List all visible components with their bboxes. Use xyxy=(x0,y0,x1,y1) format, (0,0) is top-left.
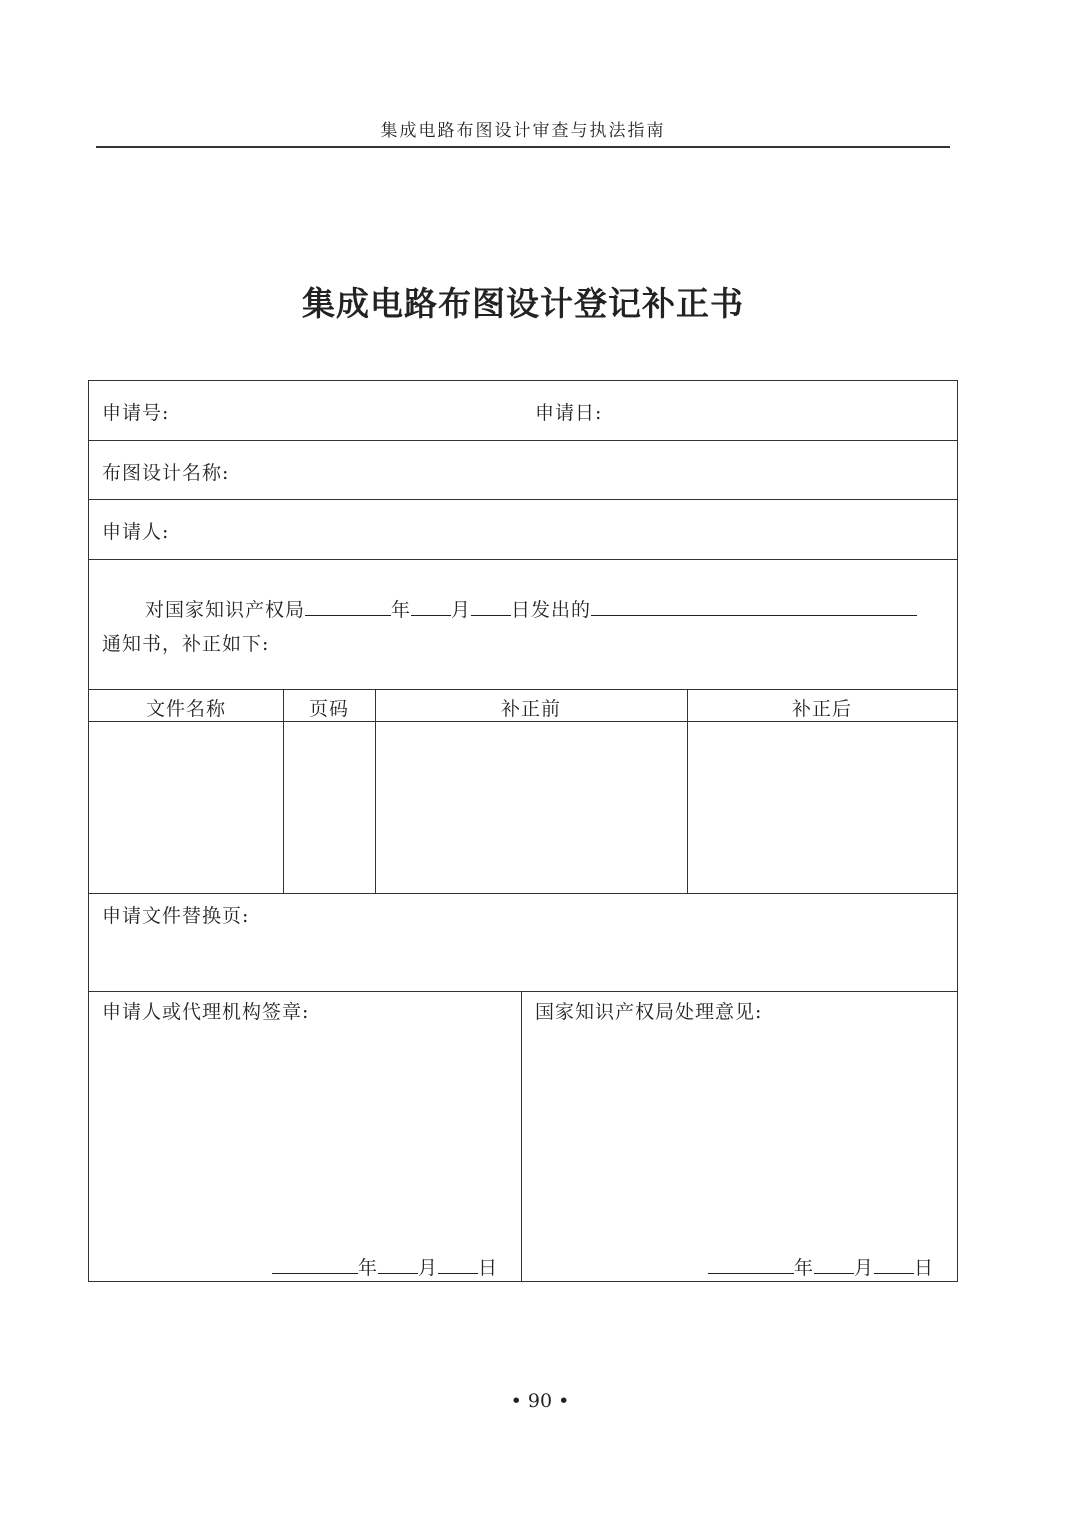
applicant-year-label: 年 xyxy=(358,1257,379,1279)
application-date-field[interactable] xyxy=(619,393,939,427)
table-header-after: 补正后 xyxy=(791,698,852,720)
replacement-pages-label: 申请文件替换页: xyxy=(102,905,250,927)
applicant-field[interactable] xyxy=(189,511,939,545)
row-divider xyxy=(89,991,957,992)
replacement-pages-field[interactable] xyxy=(102,931,942,981)
row-divider xyxy=(89,689,957,690)
table-cell-after[interactable] xyxy=(688,723,956,892)
table-header-before: 补正前 xyxy=(500,698,561,720)
applicant-seal-label: 申请人或代理机构签章: xyxy=(102,1001,310,1023)
table-cell-before[interactable] xyxy=(376,723,686,892)
row-divider xyxy=(89,721,957,722)
applicant-year-blank[interactable] xyxy=(272,1255,358,1274)
application-number-field[interactable] xyxy=(209,393,509,427)
notice-month-label: 月 xyxy=(451,599,472,621)
applicant-day-label: 日 xyxy=(478,1257,499,1279)
applicant-month-blank[interactable] xyxy=(378,1255,418,1274)
notice-department-blank[interactable] xyxy=(305,597,391,616)
running-head: 集成电路布图设计审查与执法指南 xyxy=(380,121,666,141)
row-divider xyxy=(89,499,957,500)
cnipa-opinion-label: 国家知识产权局处理意见: xyxy=(535,1001,763,1023)
cnipa-day-blank[interactable] xyxy=(874,1255,914,1274)
applicant-date-line xyxy=(272,1253,498,1280)
table-header-file-name: 文件名称 xyxy=(145,698,226,720)
cnipa-month-blank[interactable] xyxy=(814,1255,854,1274)
application-date-label: 申请日: xyxy=(535,402,603,424)
notice-issued-label: 日发出的 xyxy=(511,599,592,621)
applicant-label: 申请人: xyxy=(102,521,170,543)
cnipa-year-blank[interactable] xyxy=(708,1255,794,1274)
table-header-page-number: 页码 xyxy=(308,698,349,720)
notice-year-label: 年 xyxy=(391,599,412,621)
cnipa-month-label: 月 xyxy=(854,1257,875,1279)
cnipa-year-label: 年 xyxy=(794,1257,815,1279)
notice-suffix: 通知书，补正如下: xyxy=(102,633,270,655)
row-divider xyxy=(89,440,957,441)
notice-day-blank[interactable] xyxy=(471,597,511,616)
table-cell-page-number[interactable] xyxy=(284,723,374,892)
applicant-month-label: 月 xyxy=(418,1257,439,1279)
page-number: • 90 • xyxy=(510,1390,570,1412)
table-cell-file-name[interactable] xyxy=(90,723,282,892)
notice-year-blank[interactable] xyxy=(411,597,451,616)
applicant-day-blank[interactable] xyxy=(438,1255,478,1274)
cnipa-day-label: 日 xyxy=(914,1257,935,1279)
header-rule xyxy=(96,146,950,148)
notice-prefix: 对国家知识产权局 xyxy=(145,599,306,621)
row-divider xyxy=(89,893,957,894)
notice-line xyxy=(145,595,917,622)
correction-form xyxy=(88,380,958,1282)
notice-type-blank[interactable] xyxy=(591,597,917,616)
row-divider xyxy=(89,559,957,560)
design-name-label: 布图设计名称: xyxy=(102,462,230,484)
page-title: 集成电路布图设计登记补正书 xyxy=(302,284,744,323)
column-divider xyxy=(521,991,522,1281)
design-name-field[interactable] xyxy=(249,452,939,486)
cnipa-date-line xyxy=(708,1253,934,1280)
application-number-label: 申请号: xyxy=(102,402,170,424)
